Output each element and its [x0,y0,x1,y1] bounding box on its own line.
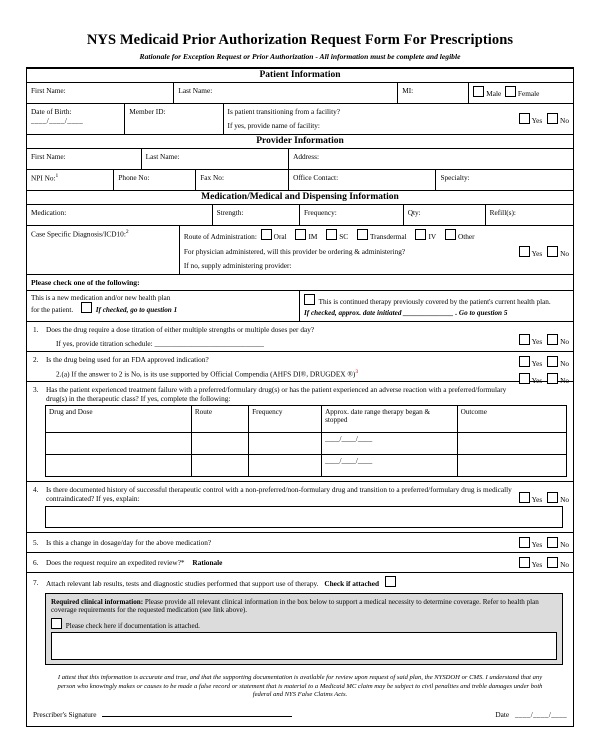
cell-frequency-1[interactable] [249,433,322,455]
question-2-yesno[interactable] [516,356,569,368]
signature-date-line[interactable]: ____/____/____ [514,710,567,720]
provider-last-name-label: Last Name: [145,152,180,161]
route-im-checkbox[interactable] [295,229,306,240]
provider-information-band: Provider Information [27,135,573,149]
q2-yes-checkbox[interactable] [519,356,530,367]
route-iv-label: IV [428,232,437,241]
col-frequency: Frequency [249,406,322,433]
provider-first-name-label: First Name: [31,152,66,161]
provider-npi-label: NPI No: [31,173,56,183]
question-5 [27,533,573,553]
medication-row [27,205,573,226]
question-4-yesno[interactable] [516,492,569,504]
transition-no-checkbox[interactable] [547,113,558,124]
page-subtitle: Rationale for Exception Request or Prior Authorization - All information must be complete and legible [139,52,461,61]
question-2-text: Is the drug being used for an FDA approved indication? [46,355,209,364]
question-4-number: 4. [33,485,39,495]
continued-therapy-option[interactable] [300,291,573,321]
q6-no-checkbox[interactable] [547,557,558,568]
signature-date-label: Date [495,710,510,720]
cell-drug-2[interactable] [46,455,192,477]
patient-member-id-field[interactable] [125,104,223,134]
new-medication-option[interactable] [27,291,300,321]
medication-label: Medication: [31,208,67,217]
required-clinical-heading: Required clinical information: [51,598,144,607]
page-title: NYS Medicaid Prior Authorization Request Form For Prescriptions [86,32,514,48]
provider-address-field[interactable] [289,149,573,169]
question-1-number: 1. [33,325,39,334]
patient-gender-group[interactable] [469,83,573,103]
signature-row [27,703,573,726]
signature-label: Prescriber's Signature [33,710,97,720]
provider-fax-label: Fax No: [200,173,224,182]
q1-yes-checkbox[interactable] [519,334,530,345]
transition-yes-label: Yes [531,116,543,125]
attestation-text: I attest that this information is accurate and true, and that the supporting documentation is available for review upon request of said plan, the NYSDOH or CMS. I understand that any person who knowingly makes or causes to be made a false record or statement that is material to a Medicaid MC claim may be subject to civil penalties and treble damages under both federal and NYS False Claims Acts. [57,674,543,698]
q7-attached-checkbox[interactable] [385,576,396,587]
route-other-checkbox[interactable] [445,229,456,240]
q2a-no-label: No [560,376,569,385]
question-3-number: 3. [33,385,39,395]
question-6 [27,553,573,573]
q2-yes-label: Yes [531,359,543,368]
provider-office-contact-label: Office Contact: [293,173,339,182]
provider-specialty-label: Specialty: [440,173,470,182]
ordering-yes-label: Yes [531,249,543,258]
documentation-attached-row[interactable] [51,618,557,630]
medication-field[interactable] [27,205,213,225]
diagnosis-label: Case Specific Diagnosis/ICD10: [31,229,126,239]
patient-dob-line[interactable]: ____/____/____ [31,116,84,125]
provider-contact-row [27,170,573,191]
patient-mi-field[interactable] [398,83,469,103]
frequency-field[interactable] [300,205,404,225]
question-5-text: Is this a change in dosage/day for the above medication? [46,538,212,548]
qty-field[interactable] [404,205,486,225]
q2-no-label: No [560,359,569,368]
q5-yes-label: Yes [531,539,543,549]
ordering-no-label: No [560,249,569,258]
cell-outcome-1[interactable] [457,433,566,455]
question-2-number: 2. [33,355,39,364]
medication-information-band: Medication/Medical and Dispensing Information [27,191,573,205]
ordering-no-checkbox[interactable] [547,246,558,257]
provider-name-row [27,149,573,170]
question-4-explain-box[interactable] [45,506,563,528]
question-4-block [27,482,573,533]
documentation-attached-label: Please check here if documentation is attached. [65,622,200,631]
continued-therapy-text: This is continued therapy previously covered by the patient's current health plan. [318,298,551,306]
question-6-number: 6. [33,558,39,568]
q1-no-checkbox[interactable] [547,334,558,345]
cell-frequency-2[interactable] [249,455,322,477]
table-row[interactable] [46,433,567,455]
route-label: Route of Administration: [183,232,257,241]
question-3-table-wrap [27,403,573,481]
ordering-yesno-group[interactable] [519,246,569,258]
provider-address-label: Address: [293,152,320,161]
diagnosis-footnote-marker: 2 [125,229,129,235]
route-of-administration-group[interactable] [184,229,569,241]
question-1-titration-line[interactable]: If yes, provide titration schedule: ______________________________ [56,339,264,348]
provider-first-name-field[interactable] [27,149,142,169]
patient-transition-field [224,104,573,134]
clinical-information-input-box[interactable] [51,632,557,660]
question-4 [27,482,573,504]
route-sc-label: SC [339,232,349,241]
question-1-yesno[interactable] [516,334,569,346]
signature-field[interactable] [33,708,495,719]
route-and-admin-block [180,226,573,274]
cell-route-1[interactable] [191,433,248,455]
patient-dob-label: Date of Birth: [31,107,72,116]
check-one-heading: Please check one of the following: [27,275,573,291]
continued-therapy-checkbox[interactable] [304,294,315,305]
strength-label: Strength: [216,208,244,217]
form-body [26,67,574,727]
question-5-yesno[interactable] [516,537,569,549]
question-4-text: Is there documented history of successful therapeutic control with a non-preferred/non-formulary drug and transition to a preferred/formulary drug is medically contraindicated? If yes, explain: [46,485,512,504]
new-medication-line2: for the patient. [31,306,74,314]
patient-last-name-label: Last Name: [178,86,213,95]
question-1-body [46,325,569,348]
new-medication-goto: If checked, go to question 1 [95,306,178,314]
route-other-label: Other [457,232,475,241]
provider-phone-label: Phone No: [118,173,150,182]
refills-label: Refill(s): [489,208,516,217]
transition-question-label: Is patient transitioning from a facility? [227,107,340,116]
patient-first-name-label: First Name: [31,86,66,95]
question-6-rationale-label: Rationale [192,558,223,568]
q5-no-checkbox[interactable] [547,537,558,548]
question-6-body [46,558,569,567]
question-7 [27,573,573,590]
route-iv-checkbox[interactable] [415,229,426,240]
q4-yes-checkbox[interactable] [519,492,530,503]
facility-name-label[interactable]: If yes, provide name of facility: [227,121,320,130]
transition-yes-checkbox[interactable] [519,113,530,124]
question-2 [27,352,573,385]
diagnosis-field[interactable] [27,226,180,274]
required-clinical-description: Please provide all relevant clinical information in the box below to support a medical necessity to determine coverage. Refer to health plan coverage requirements for the requested medication (see link above). [51,598,539,615]
diagnosis-row [27,226,573,275]
qty-label: Qty: [407,208,421,217]
question-2a-text: 2.(a) If the answer to 2 is No, is its use supported by Official Compendia (AHFS DI®, DRUGDEX ®) [56,369,356,379]
question-6-text: Does the request require an expedited review?* [46,558,185,568]
patient-last-name-field[interactable] [174,83,398,103]
question-3-block [27,382,573,482]
cell-daterange-1[interactable]: ____/____/____ [322,433,457,455]
q2-no-checkbox[interactable] [547,356,558,367]
route-im-label: IM [308,232,318,241]
question-7-body [46,576,569,588]
required-clinical-information-box [45,593,563,665]
transition-yesno-group[interactable] [516,113,569,125]
treatment-history-table [45,405,567,477]
table-header-row [46,406,567,433]
cell-daterange-2[interactable]: ____/____/____ [322,455,457,477]
male-checkbox[interactable] [473,86,484,97]
patient-information-band: Patient Information [27,69,573,83]
cell-route-2[interactable] [191,455,248,477]
question-3 [27,382,573,403]
q1-yes-label: Yes [531,337,543,346]
route-transdermal-label: Transdermal [369,232,407,241]
question-2-body [46,355,569,378]
required-clinical-text [51,598,557,614]
question-2a-line [46,369,515,378]
provider-npi-field[interactable] [27,170,114,190]
col-outcome: Outcome [457,406,566,433]
q6-yes-checkbox[interactable] [519,557,530,568]
ordering-yes-checkbox[interactable] [519,246,530,257]
col-route: Route [191,406,248,433]
q2a-yes-label: Yes [531,376,543,385]
patient-first-name-field[interactable] [27,83,174,103]
route-sc-checkbox[interactable] [326,229,337,240]
cell-drug-1[interactable] [46,433,192,455]
documentation-attached-checkbox[interactable] [51,618,62,629]
male-label: Male [486,89,502,98]
question-5-number: 5. [33,538,39,548]
strength-field[interactable] [213,205,300,225]
patient-member-id-label: Member ID: [129,107,166,116]
patient-dob-field[interactable] [27,104,125,134]
provider-specialty-field[interactable] [436,170,573,190]
provider-last-name-field[interactable] [142,149,289,169]
female-label: Female [517,89,540,98]
question-2a-footnote-marker: 3 [355,369,359,375]
question-3-text: Has the patient experienced treatment failure with a preferred/formulary drug(s) or has the patient experienced an adverse reaction with a preferred/formulary drug(s) in the therapeutic class? If yes, complete the following: [46,385,507,404]
patient-dob-row [27,104,573,135]
q5-yes-checkbox[interactable] [519,537,530,548]
q5-no-label: No [560,539,569,549]
provider-fax-field[interactable] [196,170,289,190]
question-6-yesno[interactable] [516,557,569,569]
q4-yes-label: Yes [531,495,543,505]
refills-field[interactable] [486,205,573,225]
patient-name-row [27,83,573,104]
npi-footnote-marker: 1 [55,173,59,179]
patient-mi-label: MI: [402,86,414,95]
question-7-text: Attach relevant lab results, tests and diagnostic studies performed that support use of therapy. [46,579,319,589]
q6-no-label: No [560,559,569,569]
q4-no-label: No [560,495,569,505]
col-date-range: Approx. date range therapy began & stopped [322,406,457,433]
question-7-number: 7. [33,577,39,587]
continued-therapy-goto: If checked, approx. date initiated ______________ . Go to question 5 [304,309,508,317]
new-medication-line1: This is a new medication and/or new health plan [31,294,171,302]
provider-office-contact-field[interactable] [289,170,436,190]
route-oral-checkbox[interactable] [261,229,272,240]
ordering-admin-question [184,247,569,256]
q6-yes-label: Yes [531,559,543,569]
provider-phone-field[interactable] [114,170,196,190]
signature-date-field[interactable] [495,710,567,719]
col-drug-and-dose: Drug and Dose [46,406,192,433]
new-medication-checkbox[interactable] [81,302,92,313]
table-row[interactable] [46,455,567,477]
route-transdermal-checkbox[interactable] [357,229,368,240]
question-7-attached-label: Check if attached [324,579,380,589]
route-oral-label: Oral [273,232,287,241]
question-1 [27,322,573,352]
ordering-admin-label: For physician administered, will this provider be ordering & administering? [183,247,406,256]
q1-no-label: No [560,337,569,346]
frequency-label: Frequency: [303,208,337,217]
check-one-options [27,291,573,322]
signature-line[interactable] [102,708,292,717]
cell-outcome-2[interactable] [457,455,566,477]
transition-no-label: No [560,116,569,125]
female-checkbox[interactable] [505,86,516,97]
q4-no-checkbox[interactable] [547,492,558,503]
supply-admin-provider-label[interactable]: If no, supply administering provider: [183,261,292,270]
question-1-text: Does the drug require a dose titration of either multiple strengths or multiple doses per day? [46,325,315,334]
